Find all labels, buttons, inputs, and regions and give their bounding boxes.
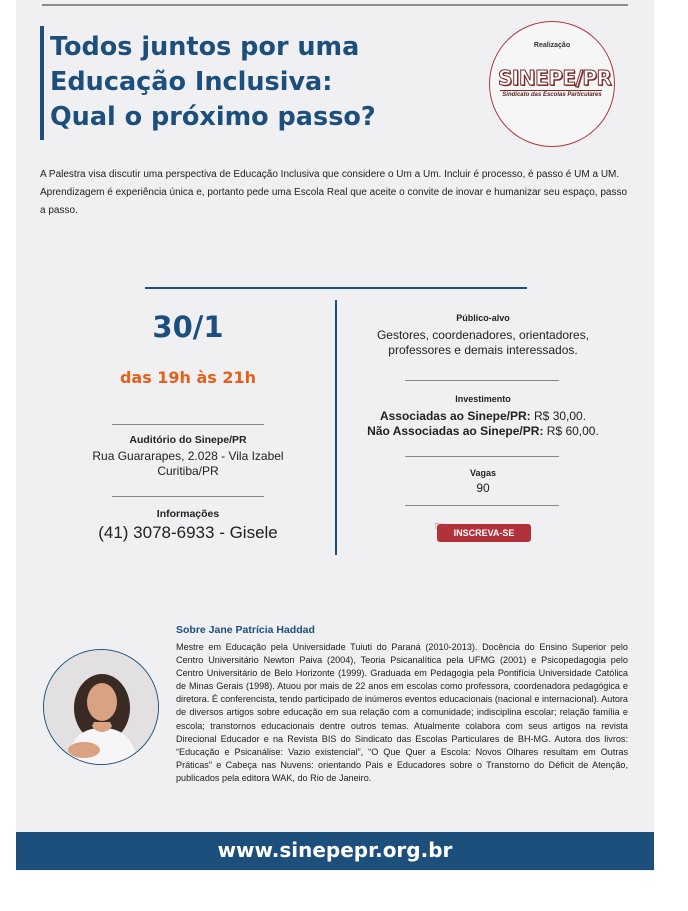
event-time: das 19h às 21h bbox=[119, 368, 257, 387]
signup-button[interactable]: INSCREVA-SE bbox=[437, 524, 531, 542]
nonmembers-price-row bbox=[342, 424, 624, 439]
logo-divider bbox=[500, 90, 602, 91]
page-title bbox=[50, 30, 376, 135]
hand-pointer-icon: ☞ bbox=[434, 519, 445, 533]
divider bbox=[112, 424, 264, 425]
logo-name: SINEPE/PR bbox=[498, 66, 612, 90]
audience-line-2: professores e demais interessados. bbox=[388, 343, 578, 357]
sinepe-logo bbox=[489, 21, 615, 147]
bio-title: Sobre Jane Patrícia Haddad bbox=[176, 624, 315, 636]
divider bbox=[405, 505, 559, 506]
venue-title: Auditório do Sinepe/PR bbox=[129, 434, 247, 446]
info-phone: (41) 3078-6933 - Gisele bbox=[98, 523, 278, 542]
members-price-row bbox=[342, 409, 624, 424]
title-line-1: Todos juntos por uma bbox=[50, 32, 360, 62]
title-line-2: Educação Inclusiva: bbox=[50, 67, 333, 97]
members-price: R$ 30,00. bbox=[534, 409, 587, 423]
title-line-3: Qual o próximo passo? bbox=[50, 102, 376, 132]
top-divider bbox=[42, 4, 628, 6]
event-date: 30/1 bbox=[152, 310, 224, 344]
audience-line-1: Gestores, coordenadores, orientadores, bbox=[376, 328, 590, 342]
seats-value: 90 bbox=[476, 481, 490, 495]
intro-paragraph: A Palestra visa discutir uma perspectiva de Educação Inclusiva que considere o Um a Um. Incluir é processo, é passo é UM a UM. Aprendizagem é experiência única e, portanto pede uma Escola Real que aceite o convite de inovar e humanizar seu espaço, passo a passo. bbox=[40, 169, 628, 216]
divider bbox=[112, 496, 264, 497]
nonmembers-label: Não Associadas ao Sinepe/PR: bbox=[367, 424, 544, 438]
bio-text: Mestre em Educação pela Universidade Tuiuti do Paraná (2010-2013). Docência do Ensino Superior pelo Centro Universitário Newton Paiva (2004), Teoria Psicanalítica pela UFMG (2001) e Psicopedagogia pelo Centro Universitário de Belo Horizonte (1999). Graduada em Pedagogia pela Pontifícia Universidade Católica de Minas Gerais (1998). Atuou por mais de 22 anos em escolas como professora, coordenadora pedagógica e diretora. É conferencista, tendo participado de inúmeros eventos educacionais (nacional e internacional). Autora de diversos artigos sobre educação em sua relação com a comunidade; indisciplina escolar; relação família e escola; transtornos educacionais dentre outros temas. Atualmente colabora com seus artigos na revista Direcional Educador e na Revista BIS do Sindicato das Escolas Particulares de BH-MG. Autora dos livros: “Educação e Psicanálise: Vazio existencial”, “O Que Quer a Escola: Novos Olhares resultam em Outras Práticas” e Cabeça nas Nuvens: orientando Pais e Educadores sobre o Transtorno do Déficit de Atenção, publicados pela editora WAK, do Rio de Janeiro. bbox=[176, 642, 628, 783]
divider bbox=[405, 380, 559, 381]
audience-title: Público-alvo bbox=[456, 313, 510, 323]
members-label: Associadas ao Sinepe/PR: bbox=[379, 409, 531, 423]
logo-label: Realização bbox=[533, 42, 571, 49]
website-link[interactable]: www.sinepepr.org.br bbox=[217, 838, 453, 862]
speaker-photo bbox=[43, 649, 159, 765]
nonmembers-price: R$ 60,00. bbox=[546, 424, 599, 438]
venue-address: Rua Guararapes, 2.028 - Vila Izabel bbox=[92, 449, 284, 463]
section-divider bbox=[145, 287, 527, 289]
footer-bar bbox=[16, 832, 654, 870]
title-accent-bar bbox=[40, 26, 44, 140]
divider bbox=[405, 456, 559, 457]
column-divider bbox=[335, 300, 337, 555]
info-title: Informações bbox=[156, 508, 220, 520]
investment-title: Investimento bbox=[455, 394, 511, 404]
seats-title: Vagas bbox=[469, 468, 497, 478]
speaker-portrait bbox=[44, 650, 158, 764]
venue-city: Curitiba/PR bbox=[157, 464, 219, 478]
logo-subtitle: Sindicato das Escolas Particulares bbox=[502, 92, 602, 98]
